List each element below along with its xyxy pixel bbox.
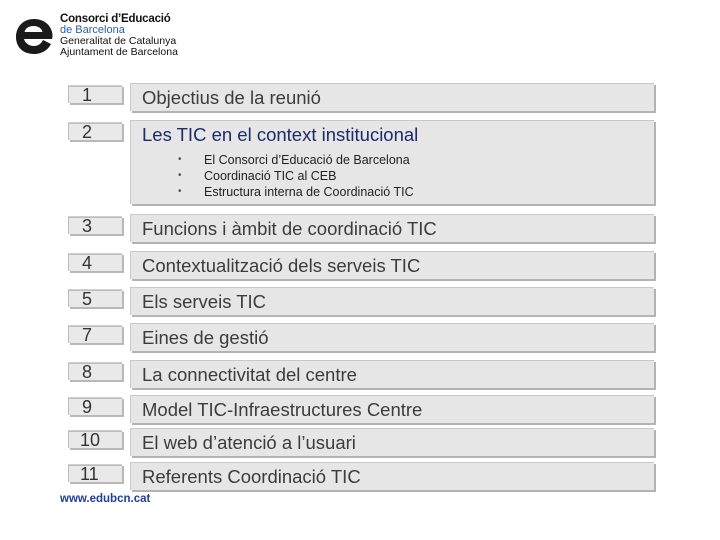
agenda-number: 5	[68, 289, 122, 307]
agenda-title-block	[130, 120, 654, 204]
agenda-title: Les TIC en el context institucional	[142, 124, 419, 145]
agenda-title: Referents Coordinació TIC	[130, 462, 654, 490]
agenda-subitem: • Coordinació TIC al CEB	[178, 169, 337, 183]
agenda-number: 9	[68, 397, 122, 415]
agenda-title: La connectivitat del centre	[130, 360, 654, 388]
bullet-icon: •	[178, 154, 182, 165]
agenda-title: Objectius de la reunió	[130, 83, 654, 111]
agenda-number: 3	[68, 216, 122, 234]
agenda-number: 7	[68, 325, 122, 343]
agenda-number: 4	[68, 253, 122, 271]
agenda-title: Eines de gestió	[130, 323, 654, 351]
agenda-number: 10	[68, 430, 122, 448]
logo-line-3: Generalitat de Catalunya	[60, 35, 177, 47]
agenda-subitems	[142, 152, 654, 200]
logo-line-2: de Barcelona	[60, 24, 125, 36]
logo-e-icon	[14, 16, 54, 56]
consorci-logo	[14, 14, 234, 64]
agenda-title: El web d’atenció a l’usuari	[130, 428, 654, 456]
agenda-number: 8	[68, 362, 122, 380]
logo-line-1: Consorci d’Educació	[60, 13, 171, 25]
agenda-title: Els serveis TIC	[130, 287, 654, 315]
agenda-subitem: • El Consorci d’Educació de Barcelona	[178, 153, 410, 167]
logo-line-4: Ajuntament de Barcelona	[60, 46, 178, 58]
agenda-number: 11	[68, 464, 122, 482]
bullet-icon: •	[178, 186, 182, 197]
agenda-title: Contextualització dels serveis TIC	[130, 251, 654, 279]
agenda-number: 2	[68, 122, 122, 140]
agenda-number: 1	[68, 85, 122, 103]
agenda-title: Funcions i àmbit de coordinació TIC	[130, 214, 654, 242]
bullet-icon: •	[178, 170, 182, 181]
agenda-title: Model TIC-Infraestructures Centre	[130, 395, 654, 423]
agenda-subitem: • Estructura interna de Coordinació TIC	[178, 185, 414, 199]
footer-url[interactable]: www.edubcn.cat	[60, 493, 151, 505]
